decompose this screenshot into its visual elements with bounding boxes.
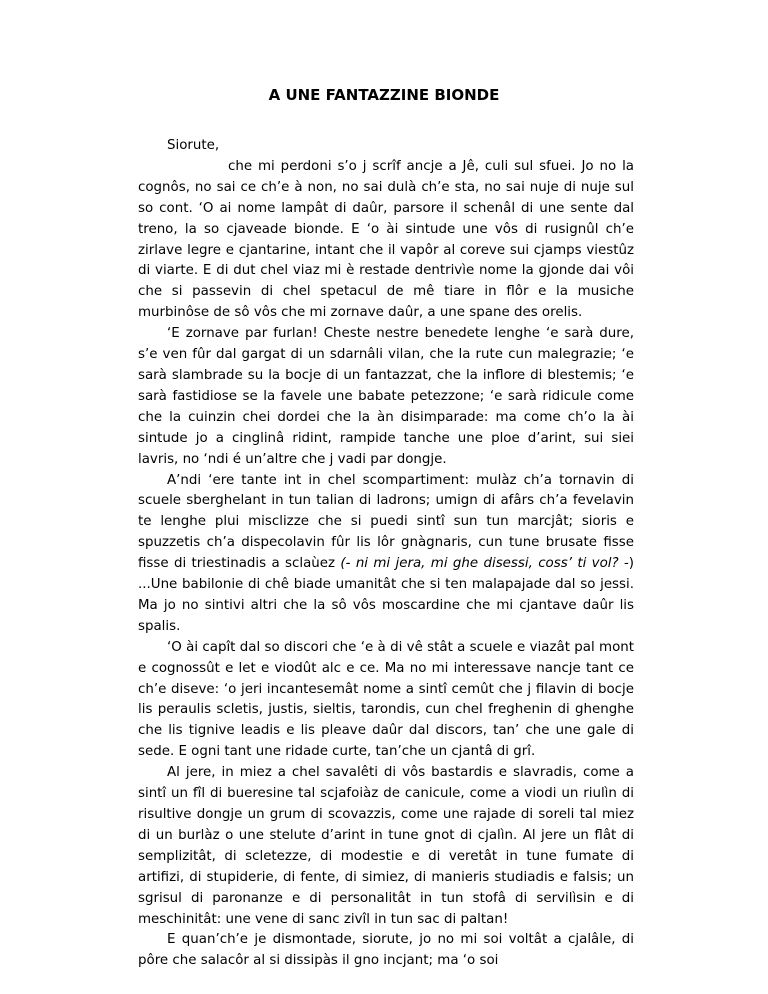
paragraph-3: [138, 471, 634, 638]
paragraph-4: ‘O ài capît dal so discori che ‘e à di vê stât a scuele e viazât pal mont e cognossût e let e viodût alc e ce. Ma no mi interessave nancje tant ce ch’e diseve: ‘o jeri incantesemât nome a sintî cemût che j filavin di bocje lis peraulis scletis, justis, sieltis, tarondis, cun chel freghenin di ghenghe che lis tignive leadis e lis pleave daûr dal discors, tan’ che une gale di sede. E ogni tant une ridade curte, tan’che un cjantâ di grî.: [138, 639, 634, 760]
paragraph-6: E quan’ch’e je dismontade, siorute, jo no mi soi voltât a cjalâle, di pôre che salacôr al si dissipàs il gno incjant; ma ‘o soi: [138, 932, 634, 969]
paragraph-1: che mi perdoni s’o j scrîf ancje a Jê, culi sul sfuei. Jo no la cognôs, no sai ce ch’e à non, no sai dulà ch’e sta, no sai nuje di nuje sul so cont. ‘O ai nome lampât di daûr, parsore il schenâl di une sente dal treno, la so cjaveade bionde. E ‘o ài sintude une vôs di rusignûl ch’e zirlave legre e cjantarine, intant che il vapôr al coreve sui cjamps viestûz di viarte. E di dut chel viaz mi è restade dentrivìe nome la gjonde dai vôi che si passevin di chel spetacul de mê tiare in flôr e la musiche murbinôse de sô vôs che mi zornave daûr, a une spane des orelis.: [138, 158, 634, 321]
paragraph-2: ‘E zornave par furlan! Cheste nestre benedete lenghe ‘e sarà dure, s’e ven fûr dal gargat di un sdarnâli vilan, che la rute cun malegrazie; ‘e sarà slambrade su la bocje di un fantazzat, che la inflore di blestemis; ‘e sarà fastidiose se la favele une babate petezzone; ‘e sarà ridicule come che la cuinzin chei dordei che la àn disimparade: ma come ch’o la ài sintude jo a cinglinâ ridint, rampide tanche une ploe d’arint, sui siei lavris, no ‘ndi é un’altre che j vadi par dongje.: [138, 326, 634, 467]
document-title: A UNE FANTAZZINE BIONDE: [268, 86, 500, 104]
paragraph-3-text-after: -) ...Une babilonie di chê biade umanitât che si ten malapajade dal so jessi. Ma jo no sintivi altri che la sô vôs moscardine che mi cjantave daûr lis spalis.: [138, 556, 635, 634]
paragraph-3-text-before: A’ndi ‘ere tante int in chel scompartiment: mulàz ch’a tornavin di scuele sberghelant in tun talian di ladrons; umign di afârs ch’a fevelavin te lenghe plui misclizze che si puedi sintî sun tun marcjât; sioris e spuzzetis ch’a dispecolavin fûr lis lôr gnàgnaris, cun tune brusate fisse fisse di triestinadis a sclaùez: [138, 472, 634, 572]
salutation: Siorute,: [167, 138, 220, 153]
document-body: [138, 136, 634, 972]
paragraph-3-italic-quote: (- ni mi jera, mi ghe disessi, coss’ ti vol?: [340, 556, 619, 572]
paragraph-5: Al jere, in miez a chel savalêti di vôs bastardis e slavradis, come a sintî un fîl di bueresine tal scjafoiàz de canicule, come a viodi un riulìn di risultive dongje un grum di scovazzis, come une rajade di soreli tal miez di un burlàz o une stelute d’arint in tune gnot di cjalìn. Al jere un flât di semplizitât, di scletezze, di modestie e di veretât in tune fumate di artifizi, di stupiderie, di fente, di simiez, di manieris studiadis e falsis; un sgrisul di paronanze e di personalitât in tun stofâ di servilìsin e di meschinitât: une vene di sanc zivîl in tun sac di paltan!: [138, 765, 634, 927]
